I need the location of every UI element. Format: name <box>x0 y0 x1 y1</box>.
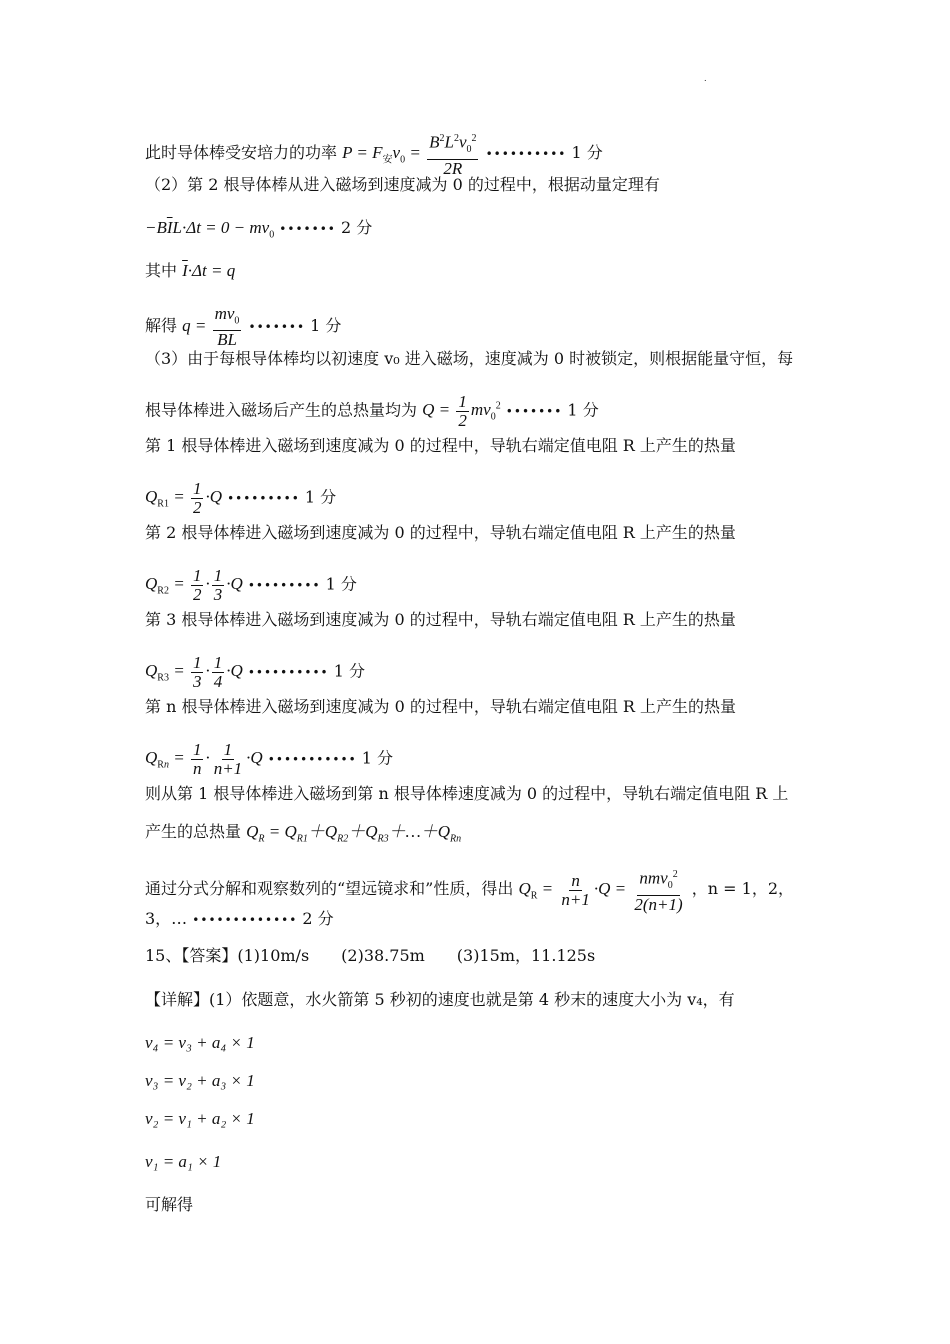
qrn-formula: $Q_{Rn}$ = $\frac{1}{n}$ · $\frac{1}{n+1}$ ·Q <box>145 740 263 778</box>
telescope-text: 通过分式分解和观察数列的“望远镜求和”性质，得出 <box>145 878 514 898</box>
charge-result-formula: q = $\frac{mv_0}{BL}$ <box>182 304 240 350</box>
total-heat-text: 根导体棒进入磁场后产生的总热量均为 <box>145 400 418 420</box>
q15-answer: 15、【答案】(1)10m/s (2)38.75m (3)15m，11.125s <box>145 946 596 965</box>
dots: ••••••••••••• <box>192 913 298 927</box>
dots: •••••••••• <box>247 665 329 680</box>
dots: ••••••••• <box>247 578 321 593</box>
rod1-text: 第 1 根导体棒进入磁场到速度减为 0 的过程中，导轨右端定值电阻 R 上产生的热量 <box>145 436 736 455</box>
power-formula: $P = F_安v_0$ = $\frac{B^2L^2v_0^2}{2R}$ <box>342 143 480 162</box>
sum-text: 产生的总热量 <box>145 822 242 841</box>
corner-mark: . <box>704 74 707 83</box>
part3-intro: （3）由于每根导体棒均以初速度 v₀ 进入磁场，速度减为 0 时被锁定，则根据能量守恒，每 <box>145 349 794 368</box>
charge-def-line <box>145 261 235 281</box>
sum-line <box>145 822 461 849</box>
momentum-line <box>145 218 372 245</box>
charge-def-formula: $\overline{I}\cdot\Delta t = q$ <box>182 261 236 280</box>
n-values-text: 3，… <box>145 909 188 928</box>
dots: ••••••• <box>279 222 336 236</box>
qr3-formula: $Q_{R3}$ = $\frac{1}{3}$ · $\frac{1}{4}$ ·Q <box>145 653 243 691</box>
qrn-line <box>145 741 393 778</box>
charge-result-text: 解得 <box>145 316 178 336</box>
eq-v3: v₃ = v₂ + a₃ × 1 <box>145 1071 255 1090</box>
charge-def-text: 其中 <box>145 261 178 280</box>
charge-result-line <box>145 305 341 349</box>
power-line <box>145 130 603 178</box>
score: 1 分 <box>325 574 357 594</box>
score: 2 分 <box>302 909 334 928</box>
dots: ••••••• <box>248 320 306 335</box>
qr1-line <box>145 480 336 517</box>
qr1-formula: $Q_{R1}$ = $\frac{1}{2}$ ·Q <box>145 479 222 517</box>
telescope-formula: $Q_R$ = $\frac{n}{n+1}$ ·Q = $\frac{nmv_0^2}{2(n+1)}$ <box>518 879 686 898</box>
dots: ••••••••••• <box>267 752 357 767</box>
score: 1 分 <box>567 400 599 420</box>
telescope-tail: ，n = 1，2， <box>691 878 795 898</box>
solve-text: 可解得 <box>145 1195 194 1214</box>
rod3-text: 第 3 根导体棒进入磁场到速度减为 0 的过程中，导轨右端定值电阻 R 上产生的热量 <box>145 610 736 629</box>
n-values-line <box>145 909 334 930</box>
score: 1 分 <box>361 748 394 768</box>
rodn-text: 第 n 根导体棒进入磁场到速度减为 0 的过程中，导轨右端定值电阻 R 上产生的热量 <box>145 697 737 716</box>
power-text: 此时导体棒受安培力的功率 <box>145 142 338 162</box>
score: 1 分 <box>310 316 342 336</box>
total-heat-line <box>145 393 599 430</box>
sum-intro: 则从第 1 根导体棒进入磁场到第 n 根导体棒速度减为 0 的过程中，导轨右端定值电阻 R 上 <box>145 784 789 803</box>
score: 1 分 <box>333 661 365 681</box>
score: 2 分 <box>340 218 373 237</box>
score: 1 分 <box>304 487 337 507</box>
telescope-line <box>145 866 794 914</box>
eq-v2: v₂ = v₁ + a₂ × 1 <box>145 1109 255 1128</box>
eq-v1: v₁ = a₁ × 1 <box>145 1152 222 1171</box>
qr3-line <box>145 654 365 691</box>
dots: ••••••••• <box>227 491 300 506</box>
qr2-formula: $Q_{R2}$ = $\frac{1}{2}$ · $\frac{1}{3}$ ·Q <box>145 566 243 604</box>
total-heat-formula: Q = $\frac{1}{2}$ $mv_0^2$ <box>422 392 501 430</box>
sum-formula: $Q_R$ = $Q_{R1}+Q_{R2}+Q_{R3}+\dots+Q_{Rn}$ <box>246 822 462 845</box>
score: 1 分 <box>571 142 603 162</box>
part2-intro: （2）第 2 根导体棒从进入磁场到速度减为 0 的过程中，根据动量定理有 <box>145 175 660 194</box>
rod2-text: 第 2 根导体棒进入磁场到速度减为 0 的过程中，导轨右端定值电阻 R 上产生的热量 <box>145 523 736 542</box>
dots: ••••••• <box>505 404 563 419</box>
eq-v4: v₄ = v₃ + a₄ × 1 <box>145 1033 255 1052</box>
qr2-line <box>145 567 357 604</box>
momentum-formula: $-B\overline{I}L\cdot\Delta t = 0 - mv_0$ <box>145 218 275 241</box>
q15-detail: 【详解】(1）依题意，水火箭第 5 秒初的速度也就是第 4 秒末的速度大小为 v₄，有 <box>145 990 735 1009</box>
dots: •••••••••• <box>485 146 567 161</box>
